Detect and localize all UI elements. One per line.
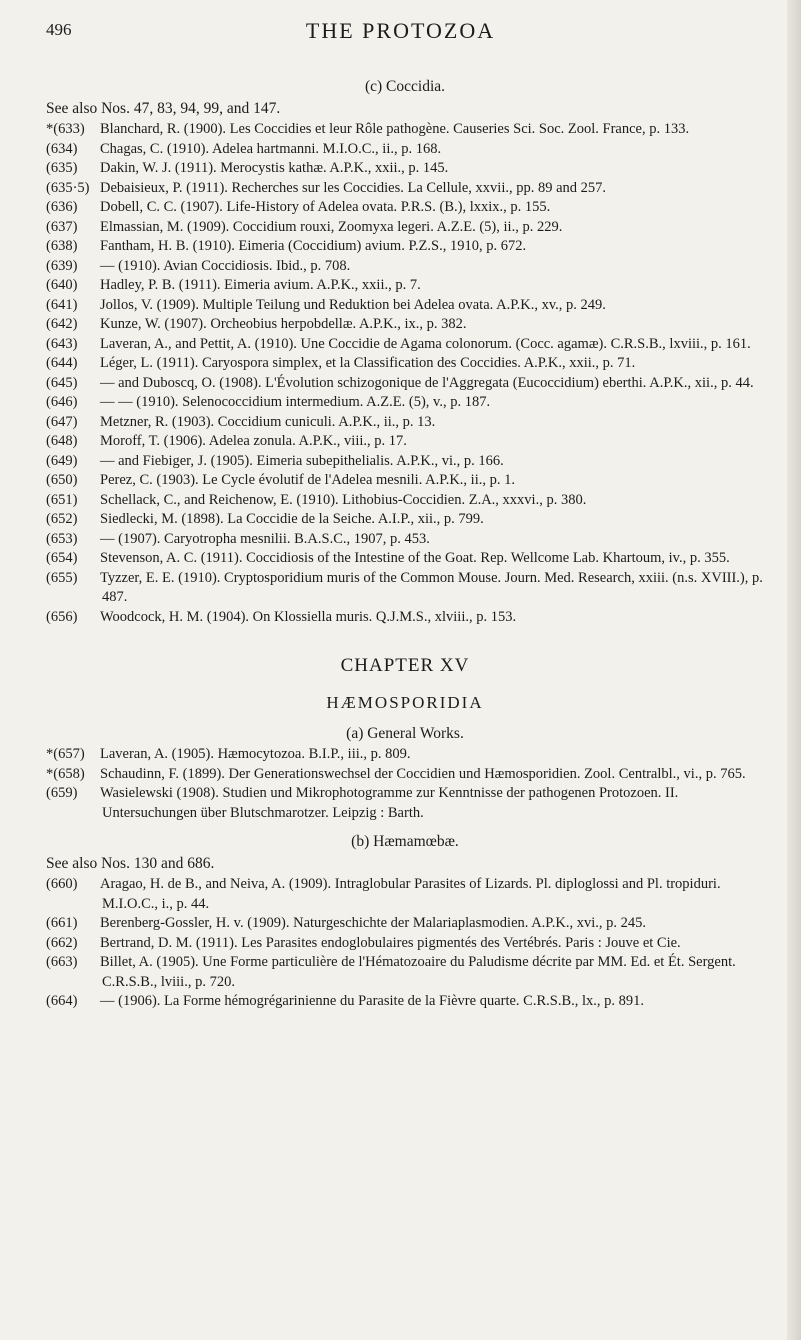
reference-text: Hadley, P. B. (1911). Eimeria avium. A.P.K., xxii., p. 7. (100, 277, 421, 293)
reference-text: Woodcock, H. M. (1904). On Klossiella muris. Q.J.M.S., xlviii., p. 153. (100, 608, 517, 625)
section-heading-haemamoebae: (b) Hæmamœbæ. (351, 833, 459, 850)
reference-number: (663) (46, 954, 78, 970)
chapter-subtitle: HÆMOSPORIDIA (326, 693, 484, 712)
reference-number: (641) (46, 296, 78, 313)
reference-entry (46, 257, 764, 277)
reference-entry (46, 549, 764, 569)
reference-entry (46, 374, 764, 394)
reference-text: Chagas, C. (1910). Adelea hartmanni. M.I.O.C., ii., p. 168. (100, 140, 442, 157)
reference-entry (46, 140, 764, 160)
reference-text: Aragao, H. de B., and Neiva, A. (1909). Intraglobular Parasites of Lizards. Pl. diploglossi and Pl. tropiduri. M.I.O.C., i., p. 44. (100, 876, 721, 912)
reference-number: *(633) (46, 121, 85, 137)
reference-text: Stevenson, A. C. (1911). Coccidiosis of the Intestine of the Goat. Rep. Wellcome Lab. Khartoum, iv., p. 355. (100, 550, 730, 566)
reference-number: (664) (46, 993, 78, 1009)
reference-text: — (1910). Avian Coccidiosis. Ibid., p. 708. (100, 257, 351, 274)
reference-entry (46, 992, 764, 1012)
see-also-note: See also Nos. 47, 83, 94, 99, and 147. (46, 100, 281, 117)
reference-list-haemamoebae (46, 875, 764, 1012)
reference-text: Billet, A. (1905). Une Forme particulière de l'Hématozoaire du Paludisme décrite par MM. Ed. et Ét. Sergent. C.R.S.B., lviii., p. 720. (100, 954, 736, 990)
reference-number: (652) (46, 511, 78, 527)
reference-entry (46, 159, 764, 179)
reference-number: (660) (46, 876, 78, 892)
section-heading-general-works: (a) General Works. (346, 725, 464, 742)
page-content (46, 76, 764, 1012)
reference-entry (46, 315, 764, 335)
reference-text: Blanchard, R. (1900). Les Coccidies et leur Rôle pathogène. Causeries Sci. Soc. Zool. France, p. 133. (100, 121, 690, 137)
reference-number: (639) (46, 257, 78, 274)
reference-number: (640) (46, 277, 78, 293)
reference-entry (46, 784, 764, 823)
reference-number: (638) (46, 238, 78, 254)
reference-text: Wasielewski (1908). Studien und Mikrophotogramme zur Kenntnisse der pathogenen Protozoen. II. Untersuchungen über Blutschmarotzer. Leipzig : Barth. (100, 785, 679, 821)
reference-text: Laveran, A. (1905). Hæmocytozoa. B.I.P., iii., p. 809. (100, 746, 411, 762)
page-edge (787, 0, 801, 1340)
reference-number: (647) (46, 413, 78, 430)
reference-text: Kunze, W. (1907). Orcheobius herpobdellæ. A.P.K., ix., p. 382. (100, 316, 467, 332)
reference-text: Schaudinn, F. (1899). Der Generationswechsel der Coccidien und Hæmosporidien. Zool. Centralbl., vi., p. 765. (100, 765, 746, 782)
reference-entry (46, 510, 764, 530)
reference-text: — — (1910). Selenococcidium intermedium. A.Z.E. (5), v., p. 187. (100, 394, 491, 410)
chapter-title: CHAPTER XV (340, 655, 470, 676)
reference-entry (46, 875, 764, 914)
reference-number: (648) (46, 433, 78, 449)
reference-entry (46, 471, 764, 491)
reference-number: (645) (46, 374, 78, 391)
reference-entry (46, 953, 764, 992)
reference-number: (649) (46, 452, 78, 469)
reference-text: Berenberg-Gossler, H. v. (1909). Naturgeschichte der Malariaplasmodien. A.P.K., xvi., p. 245. (100, 915, 647, 931)
reference-entry (46, 413, 764, 433)
reference-number: (662) (46, 934, 78, 951)
reference-text: — and Fiebiger, J. (1905). Eimeria subepithelialis. A.P.K., vi., p. 166. (100, 452, 504, 469)
reference-entry (46, 237, 764, 257)
reference-number: (637) (46, 218, 78, 235)
reference-entry (46, 432, 764, 452)
reference-number: *(658) (46, 765, 85, 782)
reference-number: (655) (46, 569, 78, 586)
reference-text: Fantham, H. B. (1910). Eimeria (Coccidium) avium. P.Z.S., 1910, p. 672. (100, 238, 527, 254)
reference-text: Moroff, T. (1906). Adelea zonula. A.P.K., viii., p. 17. (100, 433, 407, 449)
reference-number: (635) (46, 160, 78, 176)
running-head: THE PROTOZOA (305, 18, 496, 43)
reference-text: Dobell, C. C. (1907). Life-History of Adelea ovata. P.R.S. (B.), lxxix., p. 155. (100, 199, 551, 215)
reference-entry (46, 296, 764, 316)
reference-text: Dakin, W. J. (1911). Merocystis kathæ. A.P.K., xxii., p. 145. (100, 160, 449, 176)
reference-number: (636) (46, 199, 78, 215)
reference-entry (46, 120, 764, 140)
reference-text: — (1907). Caryotropha mesnilii. B.A.S.C., 1907, p. 453. (100, 530, 430, 547)
reference-text: Tyzzer, E. E. (1910). Cryptosporidium muris of the Common Mouse. Journ. Med. Research, xxiii. (n.s. XVIII.), p. 487. (100, 569, 763, 605)
reference-number: (650) (46, 472, 78, 488)
reference-text: Léger, L. (1911). Caryospora simplex, et la Classification des Coccidies. A.P.K., xxii., p. 71. (100, 355, 636, 371)
reference-entry (46, 745, 764, 765)
reference-entry (46, 393, 764, 413)
reference-entry (46, 934, 764, 954)
reference-text: Metzner, R. (1903). Coccidium cuniculi. A.P.K., ii., p. 13. (100, 413, 436, 430)
see-also-note: See also Nos. 130 and 686. (46, 855, 215, 872)
reference-text: Jollos, V. (1909). Multiple Teilung und Reduktion bei Adelea ovata. A.P.K., xv., p. 249. (100, 296, 606, 313)
reference-number: (643) (46, 335, 78, 352)
reference-text: Perez, C. (1903). Le Cycle évolutif de l'Adelea mesnili. A.P.K., ii., p. 1. (100, 472, 515, 488)
reference-number: *(657) (46, 746, 85, 762)
reference-entry (46, 569, 764, 608)
section-heading-coccidia: (c) Coccidia. (364, 78, 446, 95)
reference-entry (46, 354, 764, 374)
reference-entry (46, 491, 764, 511)
reference-entry (46, 765, 764, 785)
reference-number: (654) (46, 550, 78, 566)
reference-number: (651) (46, 491, 78, 508)
reference-text: — (1906). La Forme hémogrégarinienne du Parasite de la Fièvre quarte. C.R.S.B., lx., p. 891. (100, 993, 645, 1009)
reference-text: — and Duboscq, O. (1908). L'Évolution schizogonique de l'Aggregata (Eucoccidium) eberthi. A.P.K., xii., p. 44. (100, 374, 754, 391)
reference-entry (46, 179, 764, 199)
reference-text: Laveran, A., and Pettit, A. (1910). Une Coccidie de Agama colonorum. (Cocc. agamæ). C.R.S.B., lxviii., p. 161. (100, 335, 751, 352)
reference-number: (656) (46, 608, 78, 625)
reference-entry (46, 914, 764, 934)
reference-text: Debaisieux, P. (1911). Recherches sur les Coccidies. La Cellule, xxvii., pp. 89 and 257. (100, 179, 607, 196)
reference-entry (46, 198, 764, 218)
reference-number: (659) (46, 785, 78, 801)
reference-number: (661) (46, 915, 78, 931)
reference-number: (653) (46, 530, 78, 547)
reference-entry (46, 452, 764, 472)
reference-entry (46, 218, 764, 238)
reference-text: Schellack, C., and Reichenow, E. (1910). Lithobius-Coccidien. Z.A., xxxvi., p. 380. (100, 491, 587, 508)
reference-list-coccidia (46, 120, 764, 627)
reference-entry (46, 608, 764, 628)
reference-number: (642) (46, 316, 78, 332)
reference-text: Elmassian, M. (1909). Coccidium rouxi, Zoomyxa legeri. A.Z.E. (5), ii., p. 229. (100, 218, 563, 235)
reference-number: (646) (46, 394, 78, 410)
reference-number: (644) (46, 355, 78, 371)
reference-text: Siedlecki, M. (1898). La Coccidie de la Seiche. A.I.P., xii., p. 799. (100, 511, 484, 527)
reference-entry (46, 530, 764, 550)
reference-entry (46, 276, 764, 296)
page-number: 496 (46, 20, 72, 39)
reference-text: Bertrand, D. M. (1911). Les Parasites endoglobulaires pigmentés des Vertébrés. Paris : Jouve et Cie. (100, 934, 681, 951)
reference-entry (46, 335, 764, 355)
reference-list-general-works (46, 745, 764, 823)
reference-number: (635·5) (46, 179, 90, 196)
reference-number: (634) (46, 140, 78, 157)
